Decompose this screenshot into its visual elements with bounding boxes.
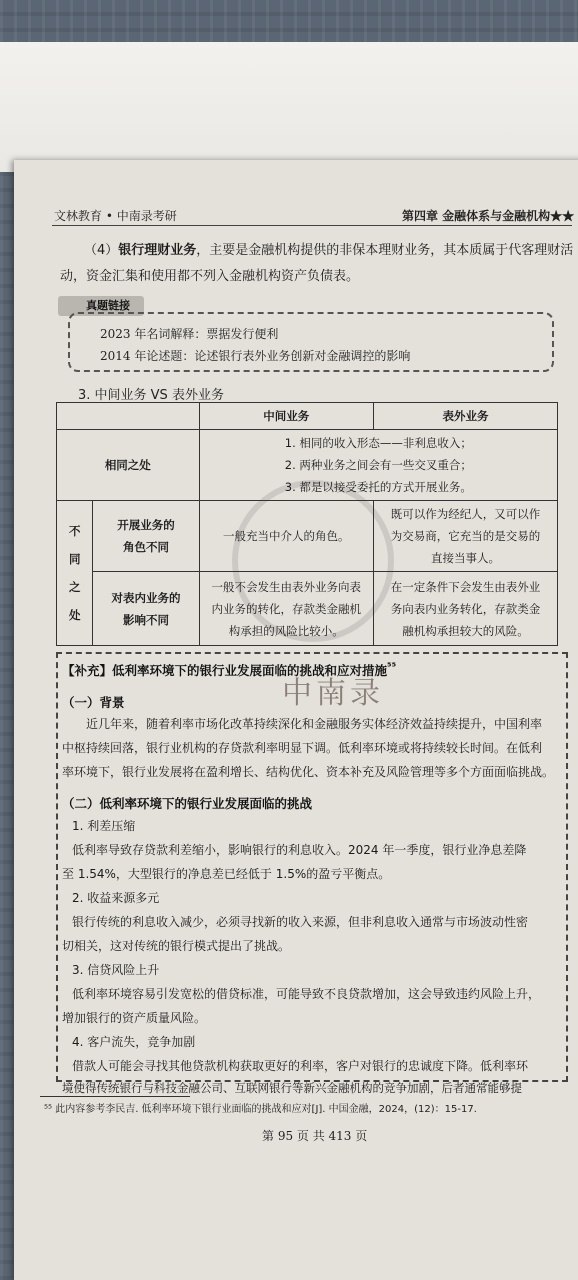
same-point: 2. 两种业务之间会有一些交叉重合；: [284, 458, 472, 472]
supplement-title: 【补充】低利率环境下的银行业发展面临的挑战和应对措施$^{^{55}}$: [62, 661, 397, 679]
running-header-left: 文林教育 • 中南录考研: [54, 209, 177, 223]
background-heading: （一）背景: [62, 695, 125, 710]
comparison-table: [56, 402, 558, 646]
point-line: 银行传统的利息收入减少，必须寻找新的收入来源，但非利息收入通常与市场波动性密: [72, 915, 529, 929]
diff-label: 不 同 之 处: [57, 501, 93, 646]
row-impact-label: 对表内业务的 影响不同: [93, 572, 199, 646]
point-title: 4. 客户流失，竞争加剧: [72, 1035, 196, 1049]
row-impact-off: 在一定条件下会发生由表外业 务向表内业务转化，存款类金 融机构承担较大的风险。: [373, 572, 557, 646]
same-point: 1. 相同的收入形态——非利息收入；: [284, 436, 472, 450]
point-line: 境使得传统银行与科技金融公司、互联网银行等新兴金融机构的竞争加剧，后者通常能够提: [62, 1081, 522, 1095]
same-points-cell: [199, 430, 557, 501]
section-title: 3. 中间业务 VS 表外业务: [78, 388, 224, 403]
exam-link-item: 2014 年论述题：论述银行表外业务创新对金融调控的影响: [100, 349, 411, 363]
footnote-divider: [40, 1096, 190, 1097]
row-impact-mid: 一般不会发生由表外业务向表 内业务的转化，存款类金融机 构承担的风险比较小。: [199, 572, 373, 646]
table-corner-cell: [57, 403, 200, 430]
footnote: ⁵⁵ 此内容参考李民吉. 低利率环境下银行业面临的挑战和应对[J]. 中国金融，2024，(12)：15-17.: [44, 1104, 477, 1115]
point-line: 至 1.54%，大型银行的净息差已经低于 1.5%的盈亏平衡点。: [62, 867, 391, 881]
intro-line-2: 动，资金汇集和使用都不列入金融机构资产负债表。: [60, 269, 360, 284]
header-off-balance: 表外业务: [373, 403, 557, 430]
point-line: 增加银行的资产质量风险。: [62, 1011, 207, 1025]
exam-link-tag: 真题链接: [58, 296, 144, 316]
background-line: 中枢持续回落，银行业机构的存贷款利率明显下调。低利率环境或将持续较长时间。在低利: [62, 741, 543, 755]
background-line: 近几年来，随着利率市场化改革持续深化和金融服务实体经济效益持续提升，中国利率: [86, 717, 543, 731]
point-line: 借款人可能会寻找其他贷款机构获取更好的利率，客户对银行的忠诚度下降。低利率环: [72, 1059, 529, 1073]
point-title: 2. 收益来源多元: [72, 891, 160, 905]
paper-top-edge: [0, 42, 578, 172]
row-role-off: 既可以作为经纪人，又可以作 为交易商，它充当的是交易的 直接当事人。: [373, 501, 557, 572]
page-number: 第 95 页 共 413 页: [262, 1129, 368, 1143]
same-point: 3. 都是以接受委托的方式开展业务。: [284, 480, 472, 494]
header-divider: [52, 225, 572, 226]
same-label: 相同之处: [57, 430, 200, 501]
point-title: 1. 利差压缩: [72, 819, 136, 833]
header-mid-business: 中间业务: [199, 403, 373, 430]
intro-term: 银行理财业务: [118, 243, 197, 258]
point-line: 切相关，这对传统的银行模式提出了挑战。: [62, 939, 291, 953]
point-title: 3. 信贷风险上升: [72, 963, 160, 977]
point-line: 低利率环境容易引发宽松的借贷标准，可能导致不良贷款增加，这会导致违约风险上升，: [72, 987, 541, 1001]
challenges-heading: （二）低利率环境下的银行业发展面临的挑战: [62, 796, 313, 811]
row-role-mid: 一般充当中介人的角色。: [199, 501, 373, 572]
publisher-stamp: 中南录: [282, 676, 384, 711]
intro-line-1: （4）银行理财业务，主要是金融机构提供的非保本理财业务，其本质属于代客理财活: [84, 243, 574, 258]
background-line: 率环境下，银行业发展将在盈利增长、结构优化、资本补充及风险管理等多个方面面临挑战。: [62, 765, 555, 779]
exam-link-item: 2023 年名词解释：票据发行便利: [100, 327, 279, 341]
running-header-right: 第四章 金融体系与金融机构★★: [402, 209, 575, 223]
row-role-label: 开展业务的 角色不同: [93, 501, 199, 572]
point-line: 低利率导致存贷款利差缩小，影响银行的利息收入。2024 年一季度，银行业净息差降: [72, 843, 527, 857]
